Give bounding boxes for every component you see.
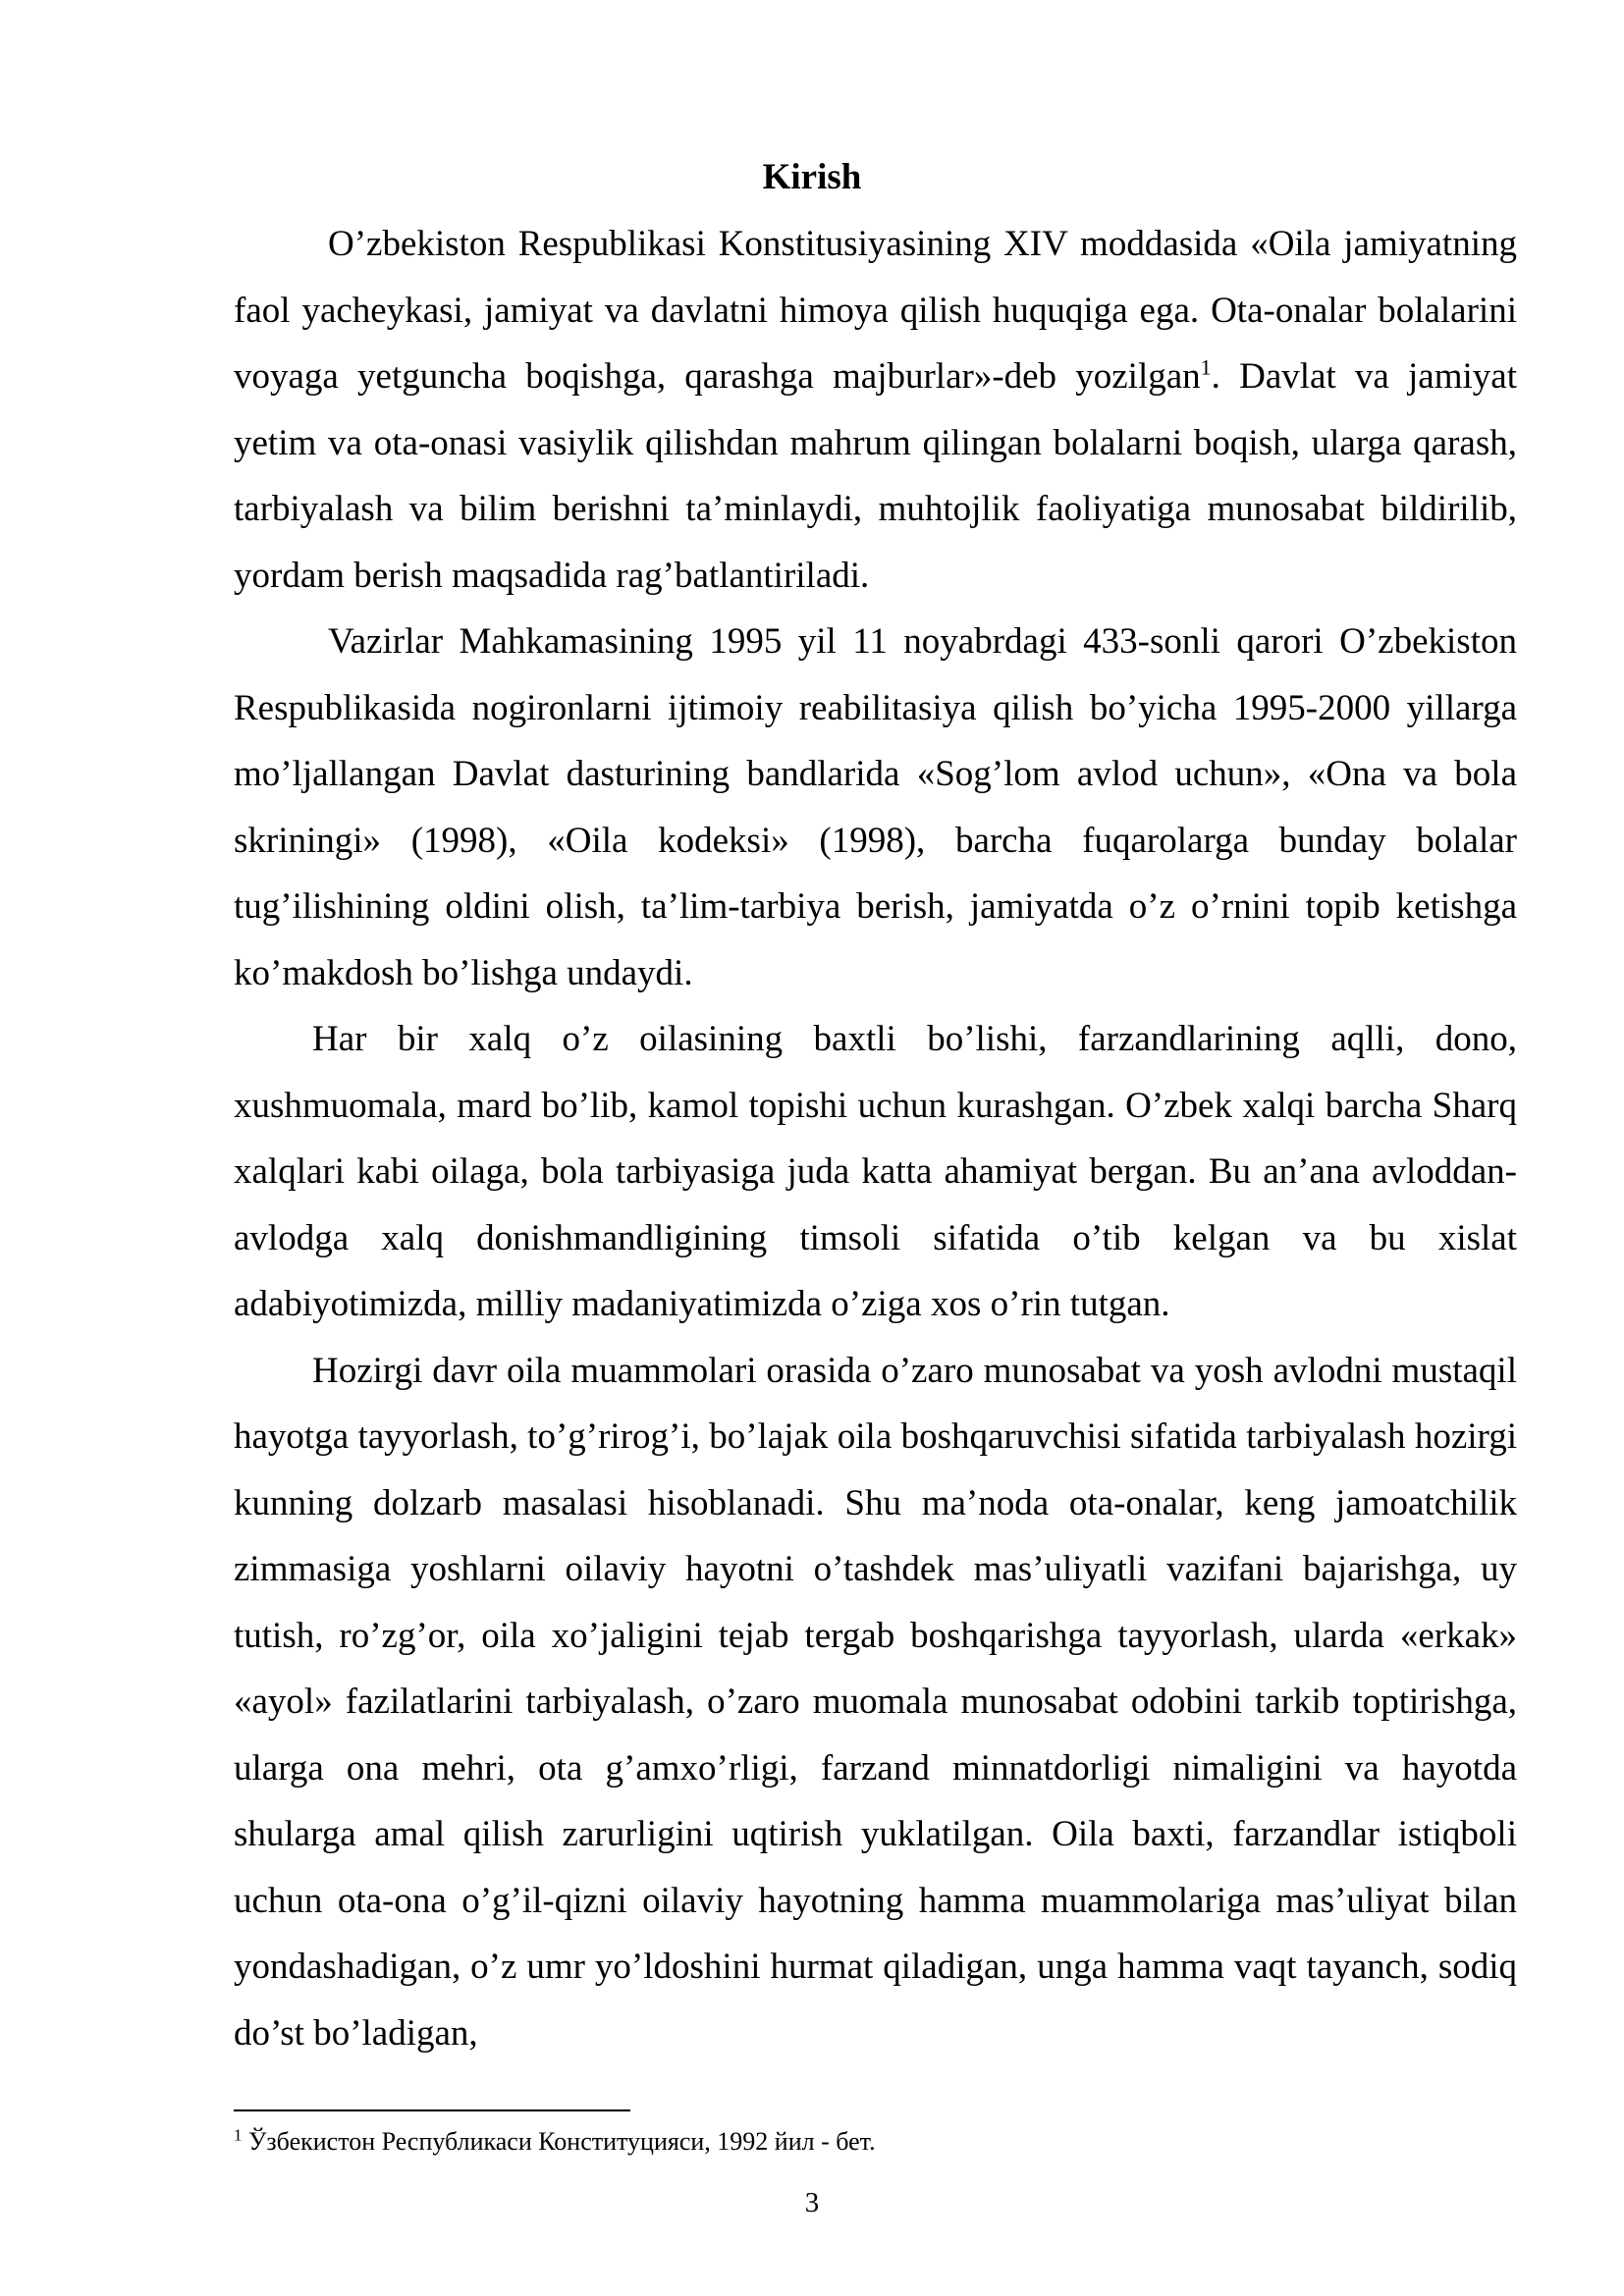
paragraph-text: . Davlat va jamiyat yetim va ota-onasi vasiylik qilishdan mahrum qilingan bolalarni boqish, ularga qarash, tarbiyalash va bilim berishni ta’minlaydi, muhtojlik faoliyatiga munosabat bildirilib, yordam berish maqsadida rag’batlantiriladi. bbox=[234, 356, 1517, 596]
footnote-marker: 1 bbox=[234, 2125, 243, 2145]
page-number: 3 bbox=[804, 2187, 820, 2218]
page-title: Kirish bbox=[762, 157, 862, 197]
paragraph-nation: Har bir xalq o’z oilasining baxtli bo’lishi, farzandlarining aqlli, dono, xushmuomala, mard bo’lib, kamol topishi uchun kurashgan. O’zbek xalqi barcha Sharq xalqlari kabi oilaga, bola tarbiyasiga juda katta ahamiyat bergan. Bu an’ana avloddan-avlodga xalq donishmandligining timsoli sifatida o’tib kelgan va bu xislat adabiyotimizda, milliy madaniyatimizda o’ziga xos o’rin tutgan. bbox=[234, 1019, 1517, 1324]
paragraph-decree: Vazirlar Mahkamasining 1995 yil 11 noyabrdagi 433-sonli qarori O’zbekiston Respublikasida nogironlarni ijtimoiy reabilitasiya qilish bo’yicha 1995-2000 yillarga mo’ljallangan Davlat dasturining bandlarida «Sog’lom avlod uchun», «Ona va bola skriningi» (1998), «Oila kodeksi» (1998), barcha fuqarolarga bunday bolalar tug’ilishining oldini olish, ta’lim-tarbiya berish, jamiyatda o’z o’rnini topib ketishga ko’makdosh bo’lishga undaydi. bbox=[234, 621, 1517, 993]
paragraph-text: O’zbekiston Respublikasi Konstitusiyasining XIV moddasida «Oila jamiyatning faol yacheykasi, jamiyat va davlatni himoya qilish huquqiga ega. Ota-onalar bolalarini voyaga yetguncha boqishga, qarashga majburlar»-deb yozilgan bbox=[234, 224, 1517, 397]
paragraph-modern-family: Hozirgi davr oila muammolari orasida o’zaro munosabat va yosh avlodni mustaqil hayotga tayyorlash, to’g’rirog’i, bo’lajak oila boshqaruvchisi sifatida tarbiyalash hozirgi kunning dolzarb masalasi hisoblanadi. Shu ma’noda ota-onalar, keng jamoatchilik zimmasiga yoshlarni oilaviy hayotni o’tashdek mas’uliyatli vazifani bajarishga, uy tutish, ro’zg’or, oila xo’jaligini tejab tergab boshqarishga tayyorlash, ularda «erkak» «ayol» fazilatlarini tarbiyalash, o’zaro muomala munosabat odobini tarkib toptirishga, ularga ona mehri, ota g’amxo’rligi, farzand minnatdorligi nimaligini va hayotda shularga amal qilish zarurligini uqtirish yuklatilgan. Oila baxti, farzandlar istiqboli uchun ota-ona o’g’il-qizni oilaviy hayotning hamma muammolariga mas’uliyat bilan yondashadigan, o’z umr yo’ldoshini hurmat qiladigan, unga hamma vaqt tayanch, sodiq do’st bo’ladigan, bbox=[234, 1350, 1517, 2054]
body-text bbox=[234, 211, 1517, 2066]
footnote bbox=[234, 2126, 876, 2158]
footnote-text: Ўзбекистон Республикаси Конституцияси, 1992 йил - бет. bbox=[242, 2127, 876, 2156]
footnote-reference[interactable]: 1 bbox=[1200, 354, 1212, 380]
paragraph-constitution bbox=[234, 211, 1517, 609]
footnote-separator bbox=[234, 2109, 630, 2111]
